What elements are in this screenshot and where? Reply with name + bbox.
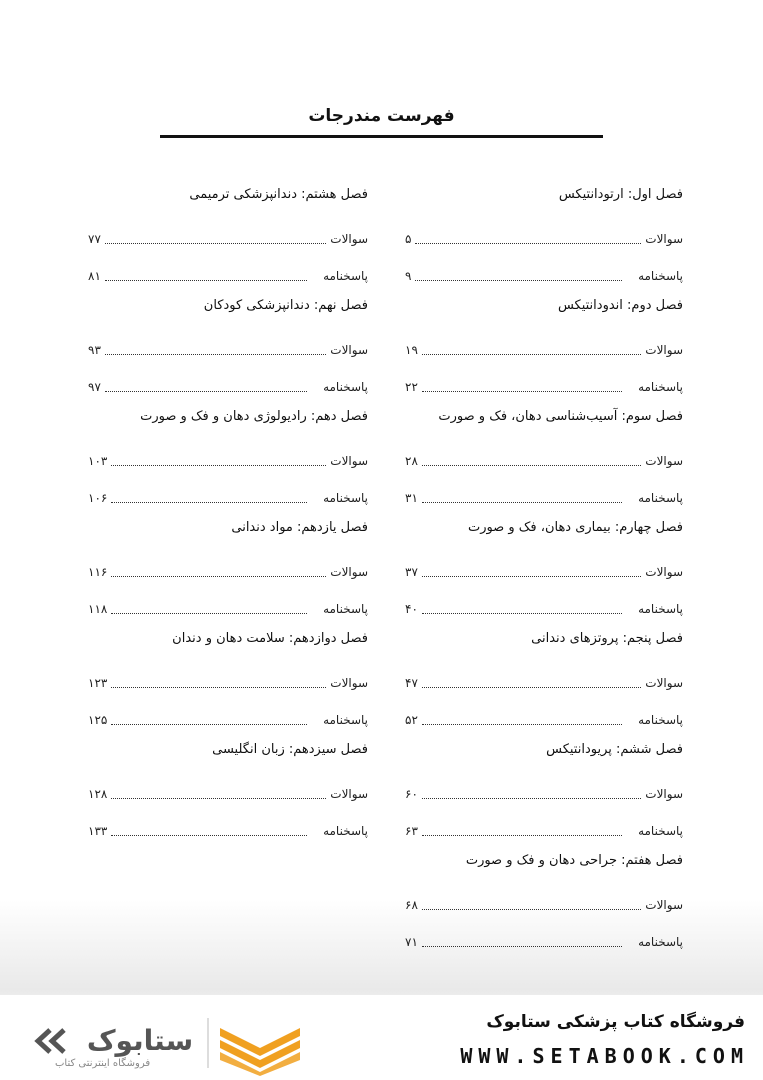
toc-chapter: [88, 735, 368, 846]
row-label: پاسخنامه: [323, 713, 368, 727]
page-number: ۹: [405, 269, 412, 283]
questions-row[interactable]: [405, 883, 683, 920]
dot-leader: [422, 464, 641, 466]
answers-row[interactable]: [405, 920, 683, 957]
toc-chapter: [405, 402, 683, 513]
row-label: سوالات: [645, 787, 683, 801]
dot-leader: [111, 575, 326, 577]
dot-leader: [422, 945, 622, 947]
page-number: ۳۱: [405, 491, 418, 505]
page-number: ۶۳: [405, 824, 418, 838]
dot-leader: [105, 279, 307, 281]
questions-row[interactable]: [405, 217, 683, 254]
row-label: پاسخنامه: [323, 602, 368, 616]
toc-column-left: [88, 180, 368, 846]
questions-row[interactable]: [88, 328, 368, 365]
answers-row[interactable]: [405, 476, 683, 513]
questions-row[interactable]: [88, 217, 368, 254]
chapter-title[interactable]: فصل یازدهم: مواد دندانی: [231, 520, 368, 535]
toc-chapter: [405, 735, 683, 846]
page-number: ۱۰۳: [88, 454, 108, 468]
answers-row[interactable]: [405, 698, 683, 735]
row-label: سوالات: [645, 565, 683, 579]
row-label: سوالات: [645, 898, 683, 912]
chapter-title[interactable]: فصل هشتم: دندانپزشکی ترمیمی: [189, 187, 368, 202]
url-part-3: OOK.COM: [622, 1044, 749, 1068]
toc-chapter: [405, 180, 683, 291]
dot-leader: [111, 612, 307, 614]
book-stack-icon: [220, 1028, 300, 1076]
dot-leader: [422, 797, 641, 799]
dot-leader: [105, 242, 326, 244]
page-number: ۱۳۳: [88, 824, 108, 838]
row-label: پاسخنامه: [638, 380, 683, 394]
dot-leader: [422, 501, 622, 503]
row-label: سوالات: [645, 343, 683, 357]
page-number: ۶۰: [405, 787, 418, 801]
row-label: پاسخنامه: [323, 824, 368, 838]
row-label: سوالات: [330, 565, 368, 579]
page-number: ۸۱: [88, 269, 101, 283]
row-label: پاسخنامه: [323, 269, 368, 283]
chapter-title[interactable]: فصل دوازدهم: سلامت دهان و دندان: [172, 631, 368, 646]
row-label: پاسخنامه: [638, 491, 683, 505]
questions-row[interactable]: [88, 439, 368, 476]
questions-row[interactable]: [88, 661, 368, 698]
answers-row[interactable]: [405, 254, 683, 291]
chevrons-icon: [38, 1030, 64, 1052]
dot-leader: [422, 390, 622, 392]
row-label: سوالات: [645, 454, 683, 468]
answers-row[interactable]: [88, 254, 368, 291]
page-number: ۹۳: [88, 343, 101, 357]
row-label: سوالات: [645, 676, 683, 690]
row-label: پاسخنامه: [638, 935, 683, 949]
row-label: سوالات: [645, 232, 683, 246]
page-number: ۲۸: [405, 454, 418, 468]
chapter-title[interactable]: فصل اول: ارتودانتیکس: [558, 187, 683, 202]
logo-tagline: فروشگاه اینترنتی کتاب: [55, 1058, 151, 1069]
page-number: ۱۲۵: [88, 713, 108, 727]
questions-row[interactable]: [88, 550, 368, 587]
dot-leader: [105, 390, 307, 392]
dot-leader: [422, 908, 641, 910]
row-label: سوالات: [330, 787, 368, 801]
page-number: ۱۲۳: [88, 676, 108, 690]
page-number: ۹۷: [88, 380, 101, 394]
logo-word: ستابوک: [86, 1024, 194, 1057]
dot-leader: [422, 353, 641, 355]
row-label: سوالات: [330, 454, 368, 468]
page-number: ۱۲۸: [88, 787, 108, 801]
toc-chapter: [405, 624, 683, 735]
toc-chapter: [405, 846, 683, 957]
questions-row[interactable]: [405, 439, 683, 476]
answers-row[interactable]: [88, 809, 368, 846]
dot-leader: [422, 686, 641, 688]
url-part-1: WWW.: [460, 1044, 533, 1068]
page-number: ۴۰: [405, 602, 418, 616]
toc-chapter: [88, 180, 368, 291]
page-number: ۶۸: [405, 898, 418, 912]
dot-leader: [105, 353, 326, 355]
answers-row[interactable]: [88, 587, 368, 624]
questions-row[interactable]: [405, 328, 683, 365]
toc-chapter: [405, 291, 683, 402]
page-number: ۷۱: [405, 935, 418, 949]
questions-row[interactable]: [405, 772, 683, 809]
chapter-title[interactable]: فصل ششم: پریودانتیکس: [546, 742, 683, 757]
dot-leader: [422, 575, 641, 577]
row-label: پاسخنامه: [638, 602, 683, 616]
chapter-title[interactable]: فصل پنجم: پروتزهای دندانی: [531, 631, 683, 646]
row-label: سوالات: [330, 232, 368, 246]
chapter-title[interactable]: فصل دهم: رادیولوژی دهان و فک و صورت: [140, 409, 368, 424]
page-number: ۱۱۶: [88, 565, 108, 579]
dot-leader: [422, 834, 622, 836]
toc-chapter: [405, 513, 683, 624]
row-label: پاسخنامه: [638, 713, 683, 727]
dot-leader: [111, 834, 307, 836]
answers-row[interactable]: [405, 365, 683, 402]
answers-row[interactable]: [405, 587, 683, 624]
toc-chapter: [88, 513, 368, 624]
answers-row[interactable]: [88, 365, 368, 402]
chapter-title[interactable]: فصل هفتم: جراحی دهان و فک و صورت: [465, 853, 683, 868]
toc-column-right: [405, 180, 683, 957]
dot-leader: [111, 501, 307, 503]
chapter-title[interactable]: فصل سیزدهم: زبان انگلیسی: [212, 742, 368, 757]
url-part-2: SETAB: [532, 1044, 623, 1068]
chapter-title[interactable]: فصل چهارم: بیماری دهان، فک و صورت: [467, 520, 683, 535]
dot-leader: [111, 686, 326, 688]
dot-leader: [415, 279, 622, 281]
page-number: ۳۷: [405, 565, 418, 579]
shop-url[interactable]: [460, 1044, 749, 1068]
page-title: فهرست مندرجات: [308, 106, 455, 126]
chapter-title[interactable]: فصل سوم: آسیب‌شناسی دهان، فک و صورت: [438, 409, 683, 424]
dot-leader: [422, 723, 622, 725]
toc-chapter: [88, 291, 368, 402]
dot-leader: [415, 242, 641, 244]
questions-row[interactable]: [88, 772, 368, 809]
dot-leader: [422, 612, 622, 614]
row-label: پاسخنامه: [323, 380, 368, 394]
questions-row[interactable]: [405, 661, 683, 698]
title-underline: [160, 135, 603, 138]
chapter-title[interactable]: فصل دوم: اندودانتیکس: [557, 298, 683, 313]
dot-leader: [111, 797, 326, 799]
dot-leader: [111, 464, 326, 466]
page-number: ۴۷: [405, 676, 418, 690]
toc-chapter: [88, 624, 368, 735]
page-number: ۲۲: [405, 380, 418, 394]
page-number: ۱۹: [405, 343, 418, 357]
answers-row[interactable]: [88, 698, 368, 735]
shop-name: فروشگاه کتاب پزشکی ستابوک: [486, 1012, 745, 1032]
row-label: پاسخنامه: [638, 269, 683, 283]
page-number: ۱۰۶: [88, 491, 108, 505]
toc-chapter: [88, 402, 368, 513]
answers-row[interactable]: [405, 809, 683, 846]
page-number: ۱۱۸: [88, 602, 108, 616]
chapter-title[interactable]: فصل نهم: دندانپزشکی کودکان: [203, 298, 368, 313]
page-number: ۵: [405, 232, 412, 246]
row-label: پاسخنامه: [323, 491, 368, 505]
dot-leader: [111, 723, 307, 725]
answers-row[interactable]: [88, 476, 368, 513]
page-number: ۷۷: [88, 232, 101, 246]
row-label: سوالات: [330, 343, 368, 357]
row-label: سوالات: [330, 676, 368, 690]
questions-row[interactable]: [405, 550, 683, 587]
row-label: پاسخنامه: [638, 824, 683, 838]
page-number: ۵۲: [405, 713, 418, 727]
